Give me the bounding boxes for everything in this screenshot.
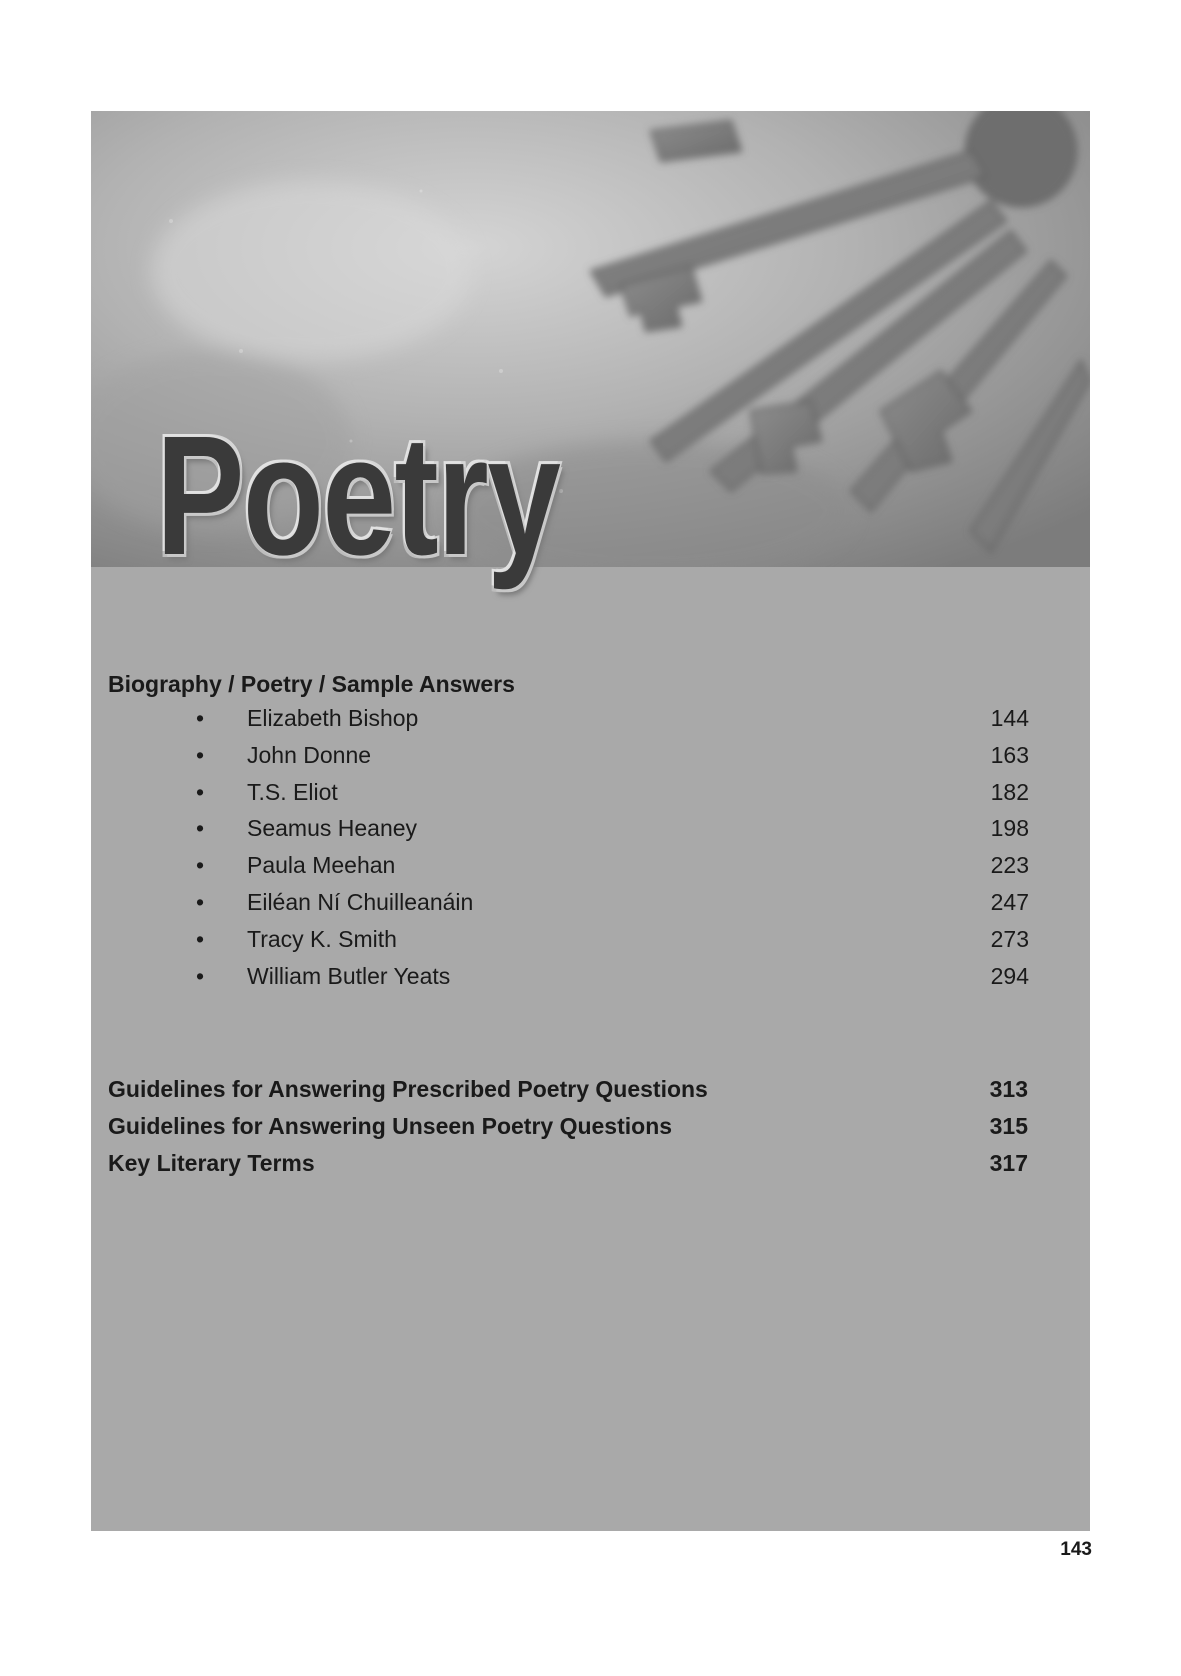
list-item <box>91 926 1090 963</box>
poet-name: Elizabeth Bishop <box>247 705 419 731</box>
list-item <box>91 852 1090 889</box>
poet-list <box>91 705 1090 999</box>
chapter-panel <box>91 111 1090 1531</box>
poet-name: Seamus Heaney <box>247 815 418 842</box>
guide-label: Guidelines for Answering Prescribed Poetry Questions <box>108 1076 708 1102</box>
page-ref: 223 <box>990 852 1029 879</box>
guide-label: Guidelines for Answering Unseen Poetry Questions <box>108 1112 673 1139</box>
poet-name: John Donne <box>247 741 372 768</box>
guidelines-list <box>91 1076 1090 1186</box>
list-item <box>91 889 1090 926</box>
poet-name: Eiléan Ní Chuilleanáin <box>247 888 474 915</box>
page-ref: 294 <box>990 962 1029 989</box>
bullet-icon: • <box>196 815 205 842</box>
list-item <box>91 1150 1090 1187</box>
bullet-icon: • <box>196 778 205 805</box>
chapter-title: Poetry <box>156 401 560 591</box>
poet-name: T.S. Eliot <box>247 778 338 805</box>
guide-label: Key Literary Terms <box>108 1149 315 1176</box>
page-ref: 247 <box>990 888 1029 915</box>
page-ref: 144 <box>990 705 1029 731</box>
bullet-icon: • <box>196 962 205 989</box>
list-item <box>91 742 1090 779</box>
table-of-contents <box>91 111 1090 1531</box>
page-ref: 313 <box>989 1076 1028 1102</box>
list-item <box>91 1076 1090 1113</box>
list-item <box>91 705 1090 742</box>
bullet-icon: • <box>196 925 205 952</box>
list-item <box>91 815 1090 852</box>
section-heading: Biography / Poetry / Sample Answers <box>108 671 515 697</box>
page-ref: 182 <box>990 778 1029 805</box>
poet-name: Tracy K. Smith <box>247 925 397 952</box>
page-ref: 198 <box>990 815 1029 842</box>
page-number: 143 <box>1060 1539 1092 1560</box>
bullet-icon: • <box>196 888 205 915</box>
page-ref: 273 <box>990 925 1029 952</box>
list-item <box>91 963 1090 1000</box>
poet-name: Paula Meehan <box>247 852 396 879</box>
list-item <box>91 1113 1090 1150</box>
poet-name: William Butler Yeats <box>247 962 451 989</box>
bullet-icon: • <box>196 705 205 731</box>
page-ref: 163 <box>990 741 1029 768</box>
list-item <box>91 779 1090 816</box>
bullet-icon: • <box>196 741 205 768</box>
page-ref: 315 <box>989 1112 1028 1139</box>
bullet-icon: • <box>196 852 205 879</box>
page-ref: 317 <box>989 1149 1028 1176</box>
